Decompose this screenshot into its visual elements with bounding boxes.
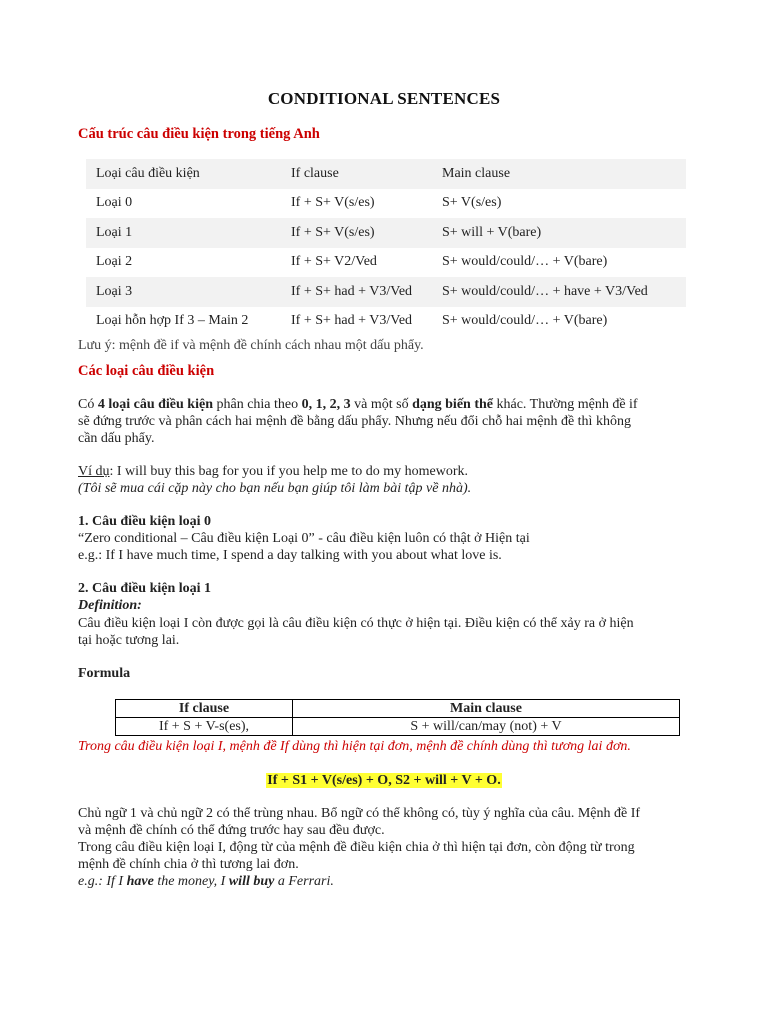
intro-bold-text: 0, 1, 2, 3 <box>301 397 351 412</box>
conditional-structure-table <box>86 159 686 336</box>
example-text: a Ferrari. <box>274 874 334 889</box>
example-translation: (Tôi sẽ mua cái cặp này cho bạn nếu bạn giúp tôi làm bài tập về nhà). <box>78 481 472 496</box>
example-bold-verb: have <box>126 874 154 889</box>
verb-note-line-1: Trong câu điều kiện loại I, động từ của mệnh đề điều kiện chia ở thì hiện tại đơn, còn động từ trong <box>78 840 635 855</box>
intro-line-2: sẽ đứng trước và phân cách hai mệnh đề bằng dấu phẩy. Nhưng nếu đổi chỗ hai mệnh đề thì không <box>78 414 631 429</box>
example-text: e.g.: If I <box>78 874 127 889</box>
intro-line-1 <box>78 397 638 414</box>
intro-bold-text: 4 loại câu điều kiện <box>97 397 213 412</box>
example-line <box>78 464 468 481</box>
definition-label: Definition: <box>78 598 142 613</box>
formula-label: Formula <box>78 666 131 681</box>
verb-note-line-2: mệnh đề chính chia ở thì tương lai đơn. <box>78 857 299 872</box>
type1-heading: 2. Câu điều kiện loại 1 <box>78 581 212 596</box>
table-row <box>86 277 686 307</box>
section-heading-types: Các loại câu điều kiện <box>78 363 215 379</box>
example-bold-verb: will buy <box>228 874 275 889</box>
subject-note-line-2: và mệnh đề chính có thể đứng trước hay sau đều được. <box>78 823 385 838</box>
table-header-cell: If clause <box>281 159 432 189</box>
intro-bold-text: dạng biến thể <box>412 397 493 412</box>
table-row <box>86 189 686 219</box>
table-cell: S+ would/could/… + V(bare) <box>442 313 608 329</box>
table-header-cell: Main clause <box>432 159 686 189</box>
tense-note: Trong câu điều kiện loại I, mệnh đề If dùng thì hiện tại đơn, mệnh đề chính dùng thì tương lai đơn. <box>78 739 631 754</box>
table-cell: If + S+ had + V3/Ved <box>281 277 432 307</box>
type0-example: e.g.: If I have much time, I spend a day talking with you about what love is. <box>78 548 502 563</box>
intro-text: và một số <box>350 397 413 412</box>
table-cell: S+ would/could/… + V(bare) <box>442 254 608 270</box>
section-heading-structure: Cấu trúc câu điều kiện trong tiếng Anh <box>78 126 320 142</box>
comma-note: Lưu ý: mệnh đề if và mệnh đề chính cách nhau một dấu phẩy. <box>78 338 424 353</box>
highlight-formula-line <box>0 771 768 789</box>
intro-text: phân chia theo <box>212 397 302 412</box>
highlighted-formula: If + S1 + V(s/es) + O, S2 + will + V + O. <box>267 773 501 788</box>
table-row <box>86 218 686 248</box>
table-cell: S+ will + V(bare) <box>432 218 686 248</box>
formula-header-cell: Main clause <box>293 700 680 718</box>
formula-cell: If + S + V-s(es), <box>116 718 293 736</box>
example-text: the money, I <box>153 874 229 889</box>
table-cell: If + S+ V2/Ved <box>291 254 377 270</box>
table-cell: Loại hỗn hợp If 3 – Main 2 <box>96 313 249 329</box>
type0-heading: 1. Câu điều kiện loại 0 <box>78 514 212 529</box>
table-cell: If + S+ V(s/es) <box>281 218 432 248</box>
table-row <box>86 248 686 278</box>
table-cell: Loại 3 <box>86 277 281 307</box>
table-cell: If + S+ had + V3/Ved <box>291 313 413 329</box>
table-cell: S+ V(s/es) <box>442 195 502 211</box>
formula-header-cell: If clause <box>116 700 293 718</box>
table-header-row <box>86 159 686 189</box>
intro-line-3: cần dấu phẩy. <box>78 431 155 446</box>
table-cell: S+ would/could/… + have + V3/Ved <box>432 277 686 307</box>
table-cell: Loại 1 <box>86 218 281 248</box>
definition-line-1: Câu điều kiện loại I còn được gọi là câu điều kiện có thực ở hiện tại. Điều kiện có thể xảy ra ở hiện <box>78 616 634 631</box>
page-title: CONDITIONAL SENTENCES <box>267 89 501 108</box>
formula-header-row <box>116 700 680 718</box>
example-text: : I will buy this bag for you if you help me to do my homework. <box>109 464 469 479</box>
subject-note-line-1: Chủ ngữ 1 và chủ ngữ 2 có thể trùng nhau. Bổ ngữ có thể không có, tùy ý nghĩa của câu. Mệnh đề If <box>78 806 641 821</box>
table-row <box>86 307 686 337</box>
table-cell: Loại 2 <box>96 254 133 270</box>
type1-example <box>78 874 334 891</box>
formula-row <box>116 718 680 736</box>
formula-cell: S + will/can/may (not) + V <box>293 718 680 736</box>
formula-table <box>115 699 680 736</box>
table-cell: Loại 0 <box>96 195 133 211</box>
intro-text: Có <box>78 397 98 412</box>
table-header-cell: Loại câu điều kiện <box>86 159 281 189</box>
type0-description: “Zero conditional – Câu điều kiện Loại 0” - câu điều kiện luôn có thật ở Hiện tại <box>78 531 530 546</box>
definition-line-2: tại hoặc tương lai. <box>78 633 180 648</box>
example-label: Ví dụ <box>78 464 110 479</box>
intro-text: khác. Thường mệnh đề if <box>493 397 638 412</box>
table-cell: If + S+ V(s/es) <box>291 195 375 211</box>
